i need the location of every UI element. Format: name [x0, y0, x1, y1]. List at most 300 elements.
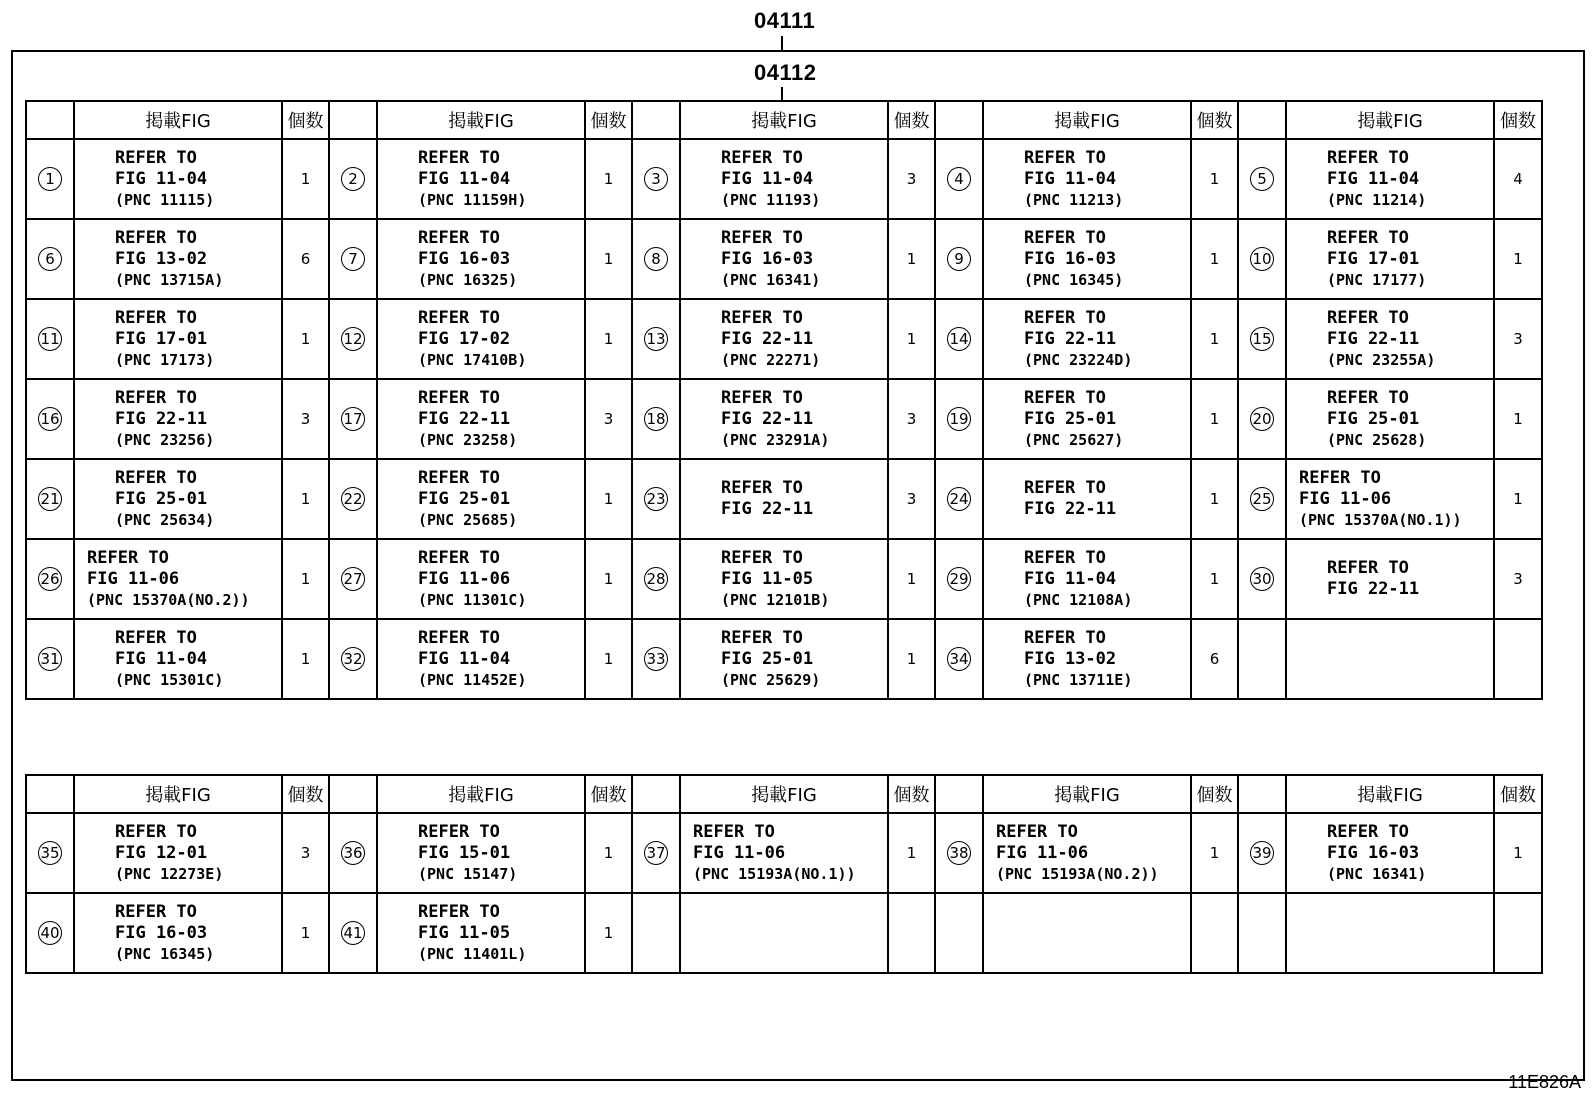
refer-to-text: REFER TO — [115, 387, 197, 408]
quantity-cell — [1191, 299, 1238, 379]
pnc-text: (PNC 15370A(NO.2)) — [87, 590, 250, 609]
outer-leader-line — [781, 36, 783, 50]
reference-cell — [1286, 619, 1494, 699]
item-number-cell — [935, 813, 983, 893]
reference-cell — [377, 139, 585, 219]
quantity-value: 1 — [603, 170, 614, 188]
item-number-cell — [26, 299, 74, 379]
item-number-badge: 24 — [947, 487, 971, 511]
item-number-cell — [329, 299, 377, 379]
item-number-cell — [935, 459, 983, 539]
inner-assembly-label: 04112 — [754, 60, 817, 85]
item-number-badge: 18 — [644, 407, 668, 431]
reference-cell — [1286, 379, 1494, 459]
header-blank — [26, 101, 74, 139]
reference-cell — [74, 459, 282, 539]
reference-cell — [983, 459, 1191, 539]
item-number-badge: 22 — [341, 487, 365, 511]
reference-cell — [680, 219, 888, 299]
refer-to-text: REFER TO — [115, 821, 197, 842]
quantity-cell — [1494, 299, 1542, 379]
pnc-text: (PNC 23291A) — [721, 430, 830, 449]
item-number-cell — [1238, 813, 1286, 893]
pnc-text: (PNC 25629) — [721, 670, 821, 689]
refer-to-text: REFER TO — [418, 307, 500, 328]
quantity-cell — [888, 893, 935, 973]
quantity-cell — [888, 813, 935, 893]
fig-number-text: FIG 11-06 — [87, 568, 180, 589]
reference-cell — [680, 619, 888, 699]
pnc-text: (PNC 11214) — [1327, 190, 1427, 209]
item-number-cell — [26, 893, 74, 973]
fig-number-text: FIG 22-11 — [721, 408, 814, 429]
refer-to-text: REFER TO — [721, 547, 803, 568]
quantity-cell — [1191, 893, 1238, 973]
quantity-value: 6 — [300, 250, 311, 268]
quantity-value: 3 — [300, 844, 311, 862]
item-number-cell — [26, 813, 74, 893]
reference-cell — [74, 219, 282, 299]
header-qty: 個数 — [1494, 101, 1542, 139]
header-qty: 個数 — [282, 775, 329, 813]
refer-to-text: REFER TO — [1327, 227, 1409, 248]
inner-leader-line — [781, 87, 783, 100]
pnc-text: (PNC 11452E) — [418, 670, 527, 689]
reference-cell — [1286, 139, 1494, 219]
quantity-value: 1 — [1209, 844, 1220, 862]
fig-number-text: FIG 11-05 — [721, 568, 814, 589]
item-number-cell — [935, 893, 983, 973]
refer-to-text: REFER TO — [1024, 478, 1106, 498]
refer-to-text: REFER TO — [418, 627, 500, 648]
quantity-value: 1 — [300, 490, 311, 508]
item-number-cell — [329, 619, 377, 699]
quantity-cell — [1494, 619, 1542, 699]
pnc-text: (PNC 15147) — [418, 864, 518, 883]
item-number-badge: 27 — [341, 567, 365, 591]
quantity-cell — [888, 379, 935, 459]
refer-to-text: REFER TO — [721, 627, 803, 648]
quantity-cell — [1191, 813, 1238, 893]
item-number-cell — [1238, 299, 1286, 379]
fig-number-text: FIG 22-11 — [1327, 328, 1420, 349]
fig-number-text: FIG 22-11 — [1024, 499, 1117, 519]
reference-cell — [983, 379, 1191, 459]
refer-to-text: REFER TO — [721, 307, 803, 328]
quantity-value: 1 — [603, 490, 614, 508]
pnc-text: (PNC 16345) — [1024, 270, 1124, 289]
quantity-cell — [585, 459, 632, 539]
quantity-cell — [282, 813, 329, 893]
table-row — [26, 813, 1542, 893]
refer-to-text: REFER TO — [1327, 147, 1409, 168]
reference-cell — [74, 619, 282, 699]
item-number-badge: 6 — [38, 247, 62, 271]
quantity-cell — [282, 539, 329, 619]
item-number-cell — [632, 459, 680, 539]
refer-to-text: REFER TO — [418, 821, 500, 842]
refer-to-text: REFER TO — [418, 467, 500, 488]
pnc-text: (PNC 12273E) — [115, 864, 224, 883]
item-number-cell — [632, 219, 680, 299]
reference-cell — [1286, 893, 1494, 973]
refer-to-text: REFER TO — [693, 821, 775, 842]
quantity-cell — [1494, 459, 1542, 539]
fig-number-text: FIG 11-04 — [115, 648, 208, 669]
quantity-cell — [282, 219, 329, 299]
header-row — [26, 101, 1542, 139]
header-fig: 掲載FIG — [983, 775, 1191, 813]
quantity-value: 1 — [603, 330, 614, 348]
item-number-cell — [329, 379, 377, 459]
fig-number-text: FIG 22-11 — [418, 408, 511, 429]
quantity-value: 1 — [1209, 250, 1220, 268]
refer-to-text: REFER TO — [1024, 547, 1106, 568]
refer-to-text: REFER TO — [1299, 467, 1381, 488]
quantity-cell — [888, 459, 935, 539]
item-number-badge: 12 — [341, 327, 365, 351]
item-number-badge: 7 — [341, 247, 365, 271]
quantity-value: 1 — [603, 250, 614, 268]
item-number-cell — [632, 379, 680, 459]
pnc-text: (PNC 11301C) — [418, 590, 527, 609]
figure-code: 11E826A — [1508, 1072, 1581, 1092]
fig-number-text: FIG 11-04 — [115, 168, 208, 189]
quantity-cell — [585, 379, 632, 459]
quantity-cell — [585, 619, 632, 699]
quantity-cell — [1191, 219, 1238, 299]
refer-to-text: REFER TO — [1024, 307, 1106, 328]
reference-cell — [983, 139, 1191, 219]
fig-number-text: FIG 11-04 — [1024, 168, 1117, 189]
pnc-text: (PNC 25627) — [1024, 430, 1124, 449]
refer-to-text: REFER TO — [418, 387, 500, 408]
reference-cell — [377, 219, 585, 299]
pnc-text: (PNC 12108A) — [1024, 590, 1133, 609]
item-number-cell — [26, 539, 74, 619]
header-blank — [632, 775, 680, 813]
header-qty: 個数 — [585, 775, 632, 813]
item-number-badge: 32 — [341, 647, 365, 671]
quantity-value: 1 — [1209, 330, 1220, 348]
quantity-cell — [1494, 813, 1542, 893]
pnc-text: (PNC 23224D) — [1024, 350, 1133, 369]
fig-number-text: FIG 22-11 — [1024, 328, 1117, 349]
quantity-value: 1 — [603, 570, 614, 588]
reference-cell — [377, 813, 585, 893]
reference-cell — [983, 813, 1191, 893]
table-row — [26, 619, 1542, 699]
item-number-badge: 17 — [341, 407, 365, 431]
reference-cell — [74, 813, 282, 893]
reference-cell — [1286, 539, 1494, 619]
item-number-cell — [26, 219, 74, 299]
reference-cell — [680, 813, 888, 893]
refer-to-text: REFER TO — [1024, 227, 1106, 248]
reference-cell — [377, 893, 585, 973]
refer-to-text: REFER TO — [115, 627, 197, 648]
item-number-cell — [632, 539, 680, 619]
reference-cell — [983, 219, 1191, 299]
quantity-cell — [585, 299, 632, 379]
refer-to-text: REFER TO — [721, 478, 803, 498]
item-number-badge: 30 — [1250, 567, 1274, 591]
pnc-text: (PNC 23255A) — [1327, 350, 1436, 369]
header-fig: 掲載FIG — [983, 101, 1191, 139]
item-number-cell — [329, 459, 377, 539]
pnc-text: (PNC 13715A) — [115, 270, 224, 289]
item-number-badge: 16 — [38, 407, 62, 431]
quantity-value: 1 — [603, 650, 614, 668]
item-number-badge: 9 — [947, 247, 971, 271]
pnc-text: (PNC 11401L) — [418, 944, 527, 963]
refer-to-text: REFER TO — [115, 147, 197, 168]
pnc-text: (PNC 23258) — [418, 430, 518, 449]
quantity-cell — [888, 299, 935, 379]
quantity-cell — [282, 139, 329, 219]
item-number-cell — [935, 539, 983, 619]
item-number-cell — [632, 813, 680, 893]
pnc-text: (PNC 16325) — [418, 270, 518, 289]
reference-cell — [377, 299, 585, 379]
item-number-cell — [632, 893, 680, 973]
refer-to-text: REFER TO — [87, 547, 169, 568]
item-number-cell — [329, 893, 377, 973]
quantity-cell — [282, 459, 329, 539]
pnc-text: (PNC 11115) — [115, 190, 215, 209]
reference-cell — [377, 379, 585, 459]
reference-cell — [680, 459, 888, 539]
item-number-cell — [632, 139, 680, 219]
fig-number-text: FIG 11-06 — [693, 842, 786, 863]
reference-cell — [1286, 813, 1494, 893]
item-number-badge: 3 — [644, 167, 668, 191]
fig-number-text: FIG 17-01 — [1327, 248, 1420, 269]
item-number-badge: 4 — [947, 167, 971, 191]
item-number-cell — [935, 219, 983, 299]
item-number-badge: 11 — [38, 327, 62, 351]
pnc-text: (PNC 17173) — [115, 350, 215, 369]
header-blank — [935, 775, 983, 813]
quantity-cell — [1494, 379, 1542, 459]
pnc-text: (PNC 11159H) — [418, 190, 527, 209]
refer-to-text: REFER TO — [721, 147, 803, 168]
reference-cell — [377, 539, 585, 619]
header-qty: 個数 — [888, 101, 935, 139]
item-number-cell — [26, 619, 74, 699]
header-blank — [935, 101, 983, 139]
fig-number-text: FIG 16-03 — [418, 248, 511, 269]
quantity-value: 3 — [906, 410, 917, 428]
header-blank — [632, 101, 680, 139]
pnc-text: (PNC 12101B) — [721, 590, 830, 609]
table-row — [26, 459, 1542, 539]
quantity-cell — [585, 139, 632, 219]
refer-to-text: REFER TO — [1327, 387, 1409, 408]
pnc-text: (PNC 11193) — [721, 190, 821, 209]
refer-to-text: REFER TO — [418, 227, 500, 248]
header-fig: 掲載FIG — [1286, 775, 1494, 813]
item-number-badge: 20 — [1250, 407, 1274, 431]
quantity-value: 3 — [1513, 330, 1523, 348]
fig-number-text: FIG 11-06 — [1299, 488, 1392, 509]
pnc-text: (PNC 11213) — [1024, 190, 1124, 209]
quantity-value: 1 — [1513, 844, 1523, 862]
refer-to-text: REFER TO — [1327, 558, 1409, 578]
item-number-badge: 1 — [38, 167, 62, 191]
quantity-value: 3 — [906, 490, 917, 508]
quantity-cell — [585, 893, 632, 973]
pnc-text: (PNC 13711E) — [1024, 670, 1133, 689]
reference-cell — [1286, 299, 1494, 379]
item-number-badge: 14 — [947, 327, 971, 351]
refer-to-text: REFER TO — [418, 547, 500, 568]
quantity-value: 1 — [300, 170, 311, 188]
pnc-text: (PNC 15301C) — [115, 670, 224, 689]
pnc-text: (PNC 17177) — [1327, 270, 1427, 289]
item-number-cell — [1238, 459, 1286, 539]
quantity-value: 1 — [906, 844, 917, 862]
refer-to-text: REFER TO — [1024, 627, 1106, 648]
quantity-cell — [888, 219, 935, 299]
reference-cell — [1286, 219, 1494, 299]
item-number-badge: 8 — [644, 247, 668, 271]
fig-number-text: FIG 16-03 — [721, 248, 814, 269]
reference-cell — [377, 619, 585, 699]
header-fig: 掲載FIG — [74, 101, 282, 139]
item-number-badge: 19 — [947, 407, 971, 431]
quantity-value: 1 — [1209, 490, 1220, 508]
item-number-cell — [632, 619, 680, 699]
refer-to-text: REFER TO — [1024, 387, 1106, 408]
quantity-cell — [1494, 139, 1542, 219]
item-number-cell — [329, 219, 377, 299]
quantity-cell — [585, 813, 632, 893]
refer-to-text: REFER TO — [721, 387, 803, 408]
quantity-value: 1 — [906, 330, 917, 348]
item-number-cell — [1238, 139, 1286, 219]
fig-number-text: FIG 17-02 — [418, 328, 511, 349]
reference-cell — [74, 379, 282, 459]
fig-number-text: FIG 13-02 — [115, 248, 208, 269]
quantity-value: 1 — [906, 250, 917, 268]
reference-cell — [74, 139, 282, 219]
item-number-badge: 2 — [341, 167, 365, 191]
header-fig: 掲載FIG — [377, 101, 585, 139]
reference-cell — [983, 539, 1191, 619]
reference-table-1 — [25, 100, 1543, 700]
pnc-text: (PNC 15193A(NO.1)) — [693, 864, 856, 883]
quantity-cell — [888, 539, 935, 619]
reference-cell — [983, 619, 1191, 699]
item-number-badge: 33 — [644, 647, 668, 671]
item-number-badge: 26 — [38, 567, 62, 591]
quantity-value: 1 — [1209, 170, 1220, 188]
item-number-cell — [329, 539, 377, 619]
pnc-text: (PNC 22271) — [721, 350, 821, 369]
quantity-cell — [1191, 379, 1238, 459]
table-row — [26, 893, 1542, 973]
refer-to-text: REFER TO — [115, 227, 197, 248]
header-blank — [329, 775, 377, 813]
item-number-badge: 13 — [644, 327, 668, 351]
header-blank — [1238, 775, 1286, 813]
pnc-text: (PNC 23256) — [115, 430, 215, 449]
fig-number-text: FIG 25-01 — [1327, 408, 1420, 429]
table-row — [26, 539, 1542, 619]
pnc-text: (PNC 15193A(NO.2)) — [996, 864, 1159, 883]
quantity-value: 1 — [300, 330, 311, 348]
item-number-badge: 29 — [947, 567, 971, 591]
fig-number-text: FIG 16-03 — [1024, 248, 1117, 269]
refer-to-text: REFER TO — [1024, 147, 1106, 168]
item-number-cell — [935, 619, 983, 699]
reference-cell — [680, 893, 888, 973]
item-number-cell — [1238, 893, 1286, 973]
item-number-badge: 40 — [38, 921, 62, 945]
quantity-value: 3 — [603, 410, 614, 428]
pnc-text: (PNC 17410B) — [418, 350, 527, 369]
fig-number-text: FIG 13-02 — [1024, 648, 1117, 669]
header-row — [26, 775, 1542, 813]
quantity-value: 1 — [603, 844, 614, 862]
fig-number-text: FIG 11-04 — [418, 168, 511, 189]
header-blank — [329, 101, 377, 139]
fig-number-text: FIG 22-11 — [721, 499, 814, 519]
quantity-cell — [888, 619, 935, 699]
quantity-value: 3 — [300, 410, 311, 428]
refer-to-text: REFER TO — [418, 901, 500, 922]
fig-number-text: FIG 16-03 — [115, 922, 208, 943]
item-number-cell — [1238, 619, 1286, 699]
quantity-cell — [282, 379, 329, 459]
quantity-cell — [888, 139, 935, 219]
reference-cell — [74, 893, 282, 973]
table-row — [26, 219, 1542, 299]
quantity-cell — [282, 619, 329, 699]
fig-number-text: FIG 11-05 — [418, 922, 511, 943]
item-number-cell — [26, 379, 74, 459]
quantity-value: 1 — [1209, 570, 1220, 588]
quantity-value: 3 — [906, 170, 917, 188]
item-number-badge: 38 — [947, 841, 971, 865]
quantity-cell — [585, 219, 632, 299]
quantity-value: 1 — [300, 650, 311, 668]
item-number-cell — [1238, 539, 1286, 619]
refer-to-text: REFER TO — [721, 227, 803, 248]
item-number-cell — [935, 299, 983, 379]
item-number-badge: 25 — [1250, 487, 1274, 511]
item-number-badge: 23 — [644, 487, 668, 511]
quantity-value: 6 — [1209, 650, 1220, 668]
quantity-cell — [1494, 893, 1542, 973]
fig-number-text: FIG 11-04 — [1327, 168, 1420, 189]
item-number-badge: 15 — [1250, 327, 1274, 351]
fig-number-text: FIG 17-01 — [115, 328, 208, 349]
item-number-cell — [26, 139, 74, 219]
header-qty: 個数 — [888, 775, 935, 813]
item-number-cell — [329, 139, 377, 219]
item-number-badge: 41 — [341, 921, 365, 945]
table-row — [26, 139, 1542, 219]
pnc-text: (PNC 16345) — [115, 944, 215, 963]
item-number-badge: 31 — [38, 647, 62, 671]
quantity-cell — [1494, 539, 1542, 619]
quantity-cell — [1191, 459, 1238, 539]
refer-to-text: REFER TO — [1327, 307, 1409, 328]
header-blank — [1238, 101, 1286, 139]
reference-cell — [74, 539, 282, 619]
